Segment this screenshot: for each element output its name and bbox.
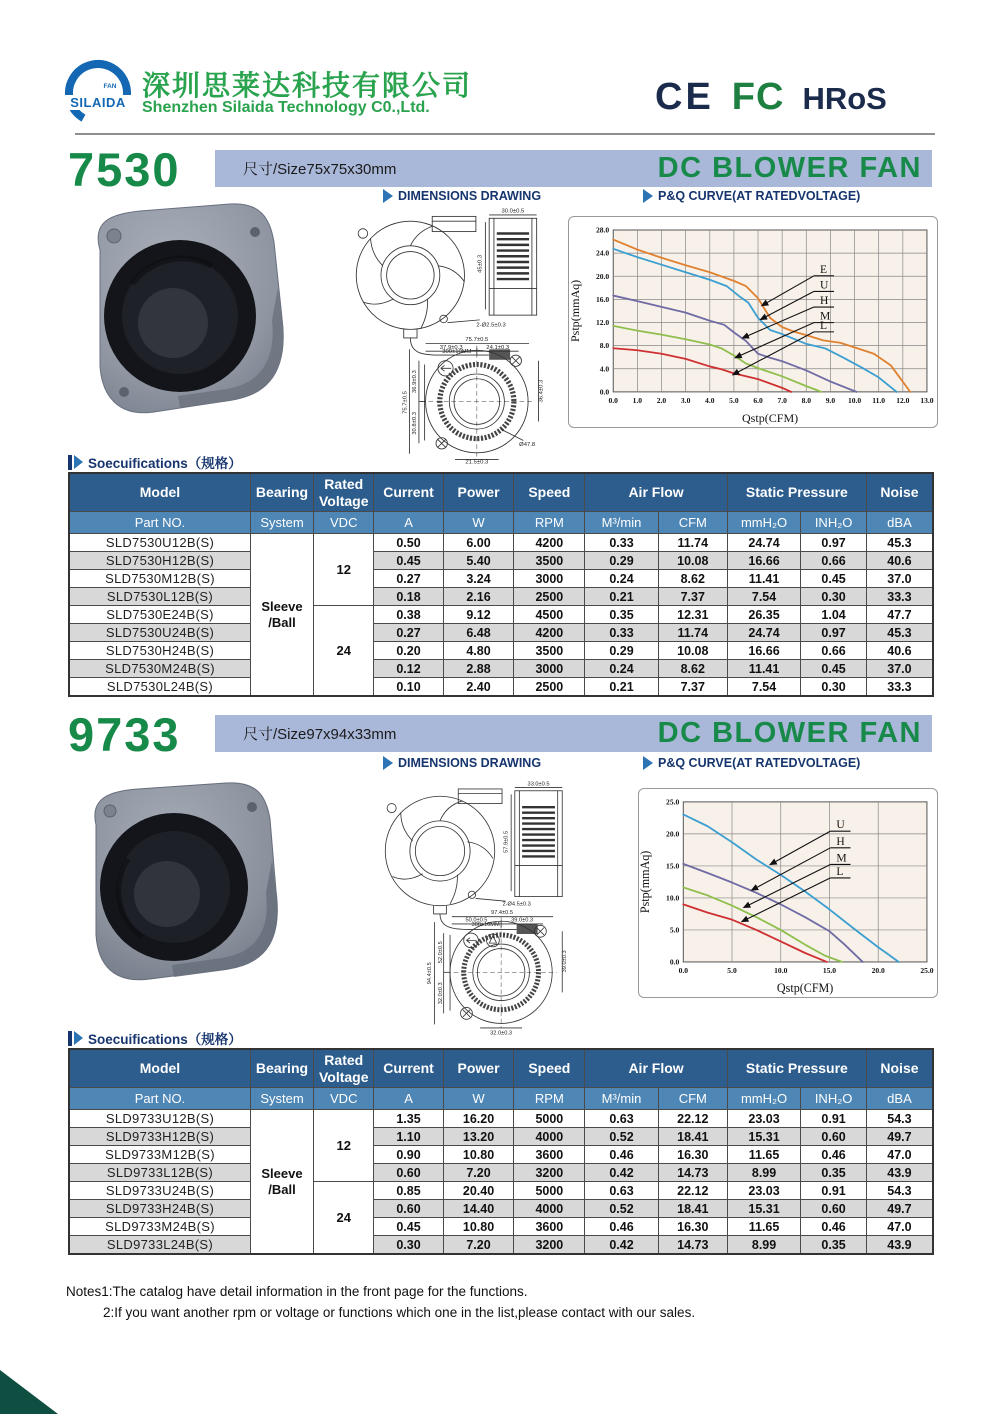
section-number-9733: 9733 bbox=[68, 708, 181, 761]
svg-text:Pstp(mmAq): Pstp(mmAq) bbox=[569, 279, 583, 343]
blower-fan-photo bbox=[62, 196, 290, 448]
arrow-icon bbox=[643, 189, 653, 203]
svg-text:30.8±0.3: 30.8±0.3 bbox=[412, 411, 419, 435]
pq-curve-label-9733: P&Q CURVE(AT RATEDVOLTAGE) bbox=[643, 756, 860, 770]
product-photo-7530 bbox=[62, 196, 290, 453]
svg-text:4.0: 4.0 bbox=[705, 395, 715, 405]
svg-text:50.0±0.5: 50.0±0.5 bbox=[465, 917, 488, 924]
svg-text:52.0±0.5: 52.0±0.5 bbox=[437, 941, 444, 964]
fcc-mark-icon: FC bbox=[731, 76, 785, 118]
svg-text:7.0: 7.0 bbox=[777, 395, 787, 405]
svg-text:57.9±0.5: 57.9±0.5 bbox=[503, 830, 510, 853]
svg-text:20.0: 20.0 bbox=[596, 271, 610, 281]
spec-heading-7530: Soecuifications（规格） bbox=[68, 452, 242, 472]
svg-text:H: H bbox=[836, 834, 845, 848]
svg-text:25.0: 25.0 bbox=[666, 797, 680, 807]
notes bbox=[66, 1282, 695, 1324]
svg-text:Ø47.8: Ø47.8 bbox=[519, 442, 536, 449]
product-title-9733: DC BLOWER FAN bbox=[657, 717, 922, 749]
blower-fan-photo bbox=[62, 775, 284, 1013]
svg-text:32.0±0.3: 32.0±0.3 bbox=[490, 1030, 513, 1037]
svg-text:H: H bbox=[819, 294, 829, 308]
size-label-7530: 尺寸/Size75x75x30mm bbox=[243, 161, 397, 178]
svg-text:300±10MM: 300±10MM bbox=[442, 349, 472, 356]
svg-text:1.0: 1.0 bbox=[632, 395, 643, 405]
dimensions-drawing-9733-svg bbox=[372, 778, 612, 1038]
svg-text:15.0: 15.0 bbox=[822, 966, 837, 976]
svg-text:10.0: 10.0 bbox=[774, 966, 788, 976]
svg-text:39.0±0.3: 39.0±0.3 bbox=[511, 917, 534, 924]
svg-text:12.0: 12.0 bbox=[596, 318, 610, 328]
svg-text:25.0: 25.0 bbox=[920, 966, 934, 976]
certification-marks bbox=[655, 76, 887, 119]
ce-mark-icon: CE bbox=[655, 76, 714, 118]
svg-text:M: M bbox=[836, 851, 847, 865]
arrow-icon bbox=[383, 756, 393, 770]
svg-text:45±0.3: 45±0.3 bbox=[477, 254, 484, 273]
arrow-icon bbox=[74, 1031, 83, 1045]
spec-table-9733: Model Bearing Rated Voltage Current Power Speed Air Flow Static Pressure Noise Part NO. System VDC A W RPM M³/min CFM mmH₂O INH₂O dBA SLD9733U12B(S) Sleeve /Ball 12 1.35 16.20 5000 0.63 22.12 23.03 0.91 54.3 SLD9733H12B(S) 1.10 13.20 4000 0.52 18.41 15.31 0.60 49.7 SLD9733M12B(S) 0.90 10.80 3600 0.46 16.30 11.65 0.46 47.0 SLD9733L12B(S) 0.60 7.20 3200 0.42 14.73 8.99 0.35 43.9 SLD9733U24B(S) 24 0.85 20.40 5000 0.63 22.12 23.03 0.91 54.3 SLD9733H24B(S) 0.60 14.40 4000 0.52 18.41 15.31 0.60 49.7 SLD9733M24B(S) 0.45 10.80 3600 0.46 16.30 11.65 0.46 47.0 SLD9733L24B(S) 0.30 7.20 3200 0.42 14.73 8.99 0.35 43.9 bbox=[68, 1048, 934, 1255]
company-name-cn: 深圳思莱达科技有限公司 bbox=[142, 70, 473, 101]
svg-text:36.4±0.3: 36.4±0.3 bbox=[538, 379, 545, 403]
svg-text:16.0: 16.0 bbox=[596, 294, 610, 304]
section-bar-9733 bbox=[215, 715, 932, 752]
svg-text:8.0: 8.0 bbox=[801, 395, 812, 405]
product-title-7530: DC BLOWER FAN bbox=[657, 152, 922, 184]
svg-text:9.0: 9.0 bbox=[825, 395, 836, 405]
svg-text:L: L bbox=[819, 318, 828, 332]
heading-bar bbox=[68, 455, 72, 470]
svg-text:12.0: 12.0 bbox=[896, 395, 910, 405]
dimensions-drawing-7530-svg bbox=[345, 205, 565, 468]
corner-decoration bbox=[0, 1370, 58, 1414]
svg-text:10.0: 10.0 bbox=[666, 893, 680, 903]
svg-text:20.0: 20.0 bbox=[666, 829, 680, 839]
spec-table-7530: Model Bearing Rated Voltage Current Power Speed Air Flow Static Pressure Noise Part NO. System VDC A W RPM M³/min CFM mmH₂O INH₂O dBA SLD7530U12B(S) Sleeve /Ball 12 0.50 6.00 4200 0.33 11.74 24.74 0.97 45.3 SLD7530H12B(S) 0.45 5.40 3500 0.29 10.08 16.66 0.66 40.6 SLD7530M12B(S) 0.27 3.24 3000 0.24 8.62 11.41 0.45 37.0 SLD7530L12B(S) 0.18 2.16 2500 0.21 7.37 7.54 0.30 33.3 SLD7530E24B(S) 24 0.38 9.12 4500 0.35 12.31 26.35 1.04 47.7 SLD7530U24B(S) 0.27 6.48 4200 0.33 11.74 24.74 0.97 45.3 SLD7530H24B(S) 0.20 4.80 3500 0.29 10.08 16.66 0.66 40.6 SLD7530M24B(S) 0.12 2.88 3000 0.24 8.62 11.41 0.45 37.0 SLD7530L24B(S) 0.10 2.40 2500 0.21 7.37 7.54 0.30 33.3 bbox=[68, 472, 934, 697]
svg-text:28.0: 28.0 bbox=[596, 225, 610, 235]
pq-curve-label-7530: P&Q CURVE(AT RATEDVOLTAGE) bbox=[643, 189, 860, 203]
svg-text:2-Ø2.5±0.3: 2-Ø2.5±0.3 bbox=[476, 322, 506, 329]
company-logo bbox=[60, 58, 138, 132]
pq-curve-chart-7530 bbox=[568, 216, 938, 428]
svg-text:11.0: 11.0 bbox=[872, 395, 886, 405]
svg-text:U: U bbox=[836, 818, 845, 832]
svg-text:Pstp(mmAq): Pstp(mmAq) bbox=[639, 850, 653, 914]
svg-text:0.0: 0.0 bbox=[678, 966, 689, 976]
rohs-mark-icon: HRoS bbox=[802, 81, 887, 116]
pq-curve-chart-9733 bbox=[638, 788, 938, 998]
svg-text:39.0±0.3: 39.0±0.3 bbox=[561, 950, 568, 973]
svg-text:E: E bbox=[819, 262, 828, 276]
logo-graphic bbox=[60, 58, 138, 132]
svg-text:M: M bbox=[819, 309, 831, 323]
svg-text:300±10MM: 300±10MM bbox=[471, 921, 500, 928]
dimensions-drawing-label-7530: DIMENSIONS DRAWING bbox=[383, 189, 541, 203]
svg-text:5.0: 5.0 bbox=[729, 395, 739, 405]
dimensions-drawing-7530 bbox=[345, 205, 565, 473]
svg-text:33.0±0.5: 33.0±0.5 bbox=[527, 781, 550, 788]
svg-text:10.0: 10.0 bbox=[847, 395, 862, 405]
section-number-7530: 7530 bbox=[68, 143, 181, 196]
note-line-1: Notes1:The catalog have detail information in the front page for the functions. bbox=[66, 1284, 528, 1299]
svg-text:4.0: 4.0 bbox=[599, 364, 610, 374]
svg-text:97.4±0.5: 97.4±0.5 bbox=[491, 909, 513, 916]
arrow-icon bbox=[383, 189, 393, 203]
section-bar-7530 bbox=[215, 150, 932, 187]
svg-text:37.9±0.3: 37.9±0.3 bbox=[439, 344, 463, 351]
company-name-en: Shenzhen Silaida Technology C0.,Ltd. bbox=[142, 99, 430, 116]
svg-text:L: L bbox=[836, 864, 844, 878]
svg-text:0.0: 0.0 bbox=[608, 395, 618, 405]
svg-text:15.0: 15.0 bbox=[666, 861, 680, 871]
svg-text:5.0: 5.0 bbox=[727, 966, 737, 976]
size-label-9733: 尺寸/Size97x94x33mm bbox=[243, 726, 397, 743]
note-line-2: 2:If you want another rpm or voltage or functions which one in the list,please contact with our sales. bbox=[103, 1304, 696, 1320]
arrow-icon bbox=[643, 756, 653, 770]
heading-bar bbox=[68, 1031, 72, 1046]
svg-text:3.0: 3.0 bbox=[680, 395, 691, 405]
svg-text:75.7±0.5: 75.7±0.5 bbox=[465, 336, 489, 343]
svg-text:0.0: 0.0 bbox=[599, 387, 610, 397]
dimensions-drawing-label-9733: DIMENSIONS DRAWING bbox=[383, 756, 541, 770]
svg-text:24.0: 24.0 bbox=[596, 248, 610, 258]
svg-text:24.1±0.3: 24.1±0.3 bbox=[486, 344, 510, 351]
svg-text:36.9±0.3: 36.9±0.3 bbox=[412, 370, 419, 394]
drawing-annotations-7530 bbox=[403, 209, 545, 466]
svg-text:32.0±0.3: 32.0±0.3 bbox=[437, 982, 444, 1005]
logo-fan-text: FAN bbox=[103, 83, 117, 90]
svg-text:6.0: 6.0 bbox=[753, 395, 763, 405]
svg-text:0.0: 0.0 bbox=[669, 957, 680, 967]
svg-text:2-Ø4.5±0.3: 2-Ø4.5±0.3 bbox=[502, 901, 531, 908]
spec-heading-9733: Soecuifications（规格） bbox=[68, 1028, 242, 1048]
arrow-icon bbox=[74, 455, 83, 469]
svg-text:U: U bbox=[819, 278, 829, 292]
svg-text:8.0: 8.0 bbox=[599, 341, 610, 351]
svg-text:20.0: 20.0 bbox=[871, 966, 885, 976]
dimensions-drawing-9733 bbox=[372, 778, 612, 1043]
drawing-annotations-9733 bbox=[427, 781, 568, 1036]
header-divider bbox=[75, 133, 935, 135]
svg-text:5.0: 5.0 bbox=[669, 925, 680, 935]
svg-text:13.0: 13.0 bbox=[920, 395, 934, 405]
svg-text:2.0: 2.0 bbox=[656, 395, 667, 405]
svg-text:75.7±0.5: 75.7±0.5 bbox=[402, 391, 409, 414]
svg-text:94.4±0.5: 94.4±0.5 bbox=[426, 962, 433, 985]
svg-text:30.0±0.5: 30.0±0.5 bbox=[501, 208, 525, 215]
svg-text:Qstp(CFM): Qstp(CFM) bbox=[741, 411, 799, 426]
logo-wordmark: SILAIDA bbox=[70, 95, 126, 110]
svg-text:21.5±0.3: 21.5±0.3 bbox=[465, 459, 489, 466]
svg-text:Qstp(CFM): Qstp(CFM) bbox=[776, 981, 834, 996]
product-photo-9733 bbox=[62, 775, 284, 1018]
